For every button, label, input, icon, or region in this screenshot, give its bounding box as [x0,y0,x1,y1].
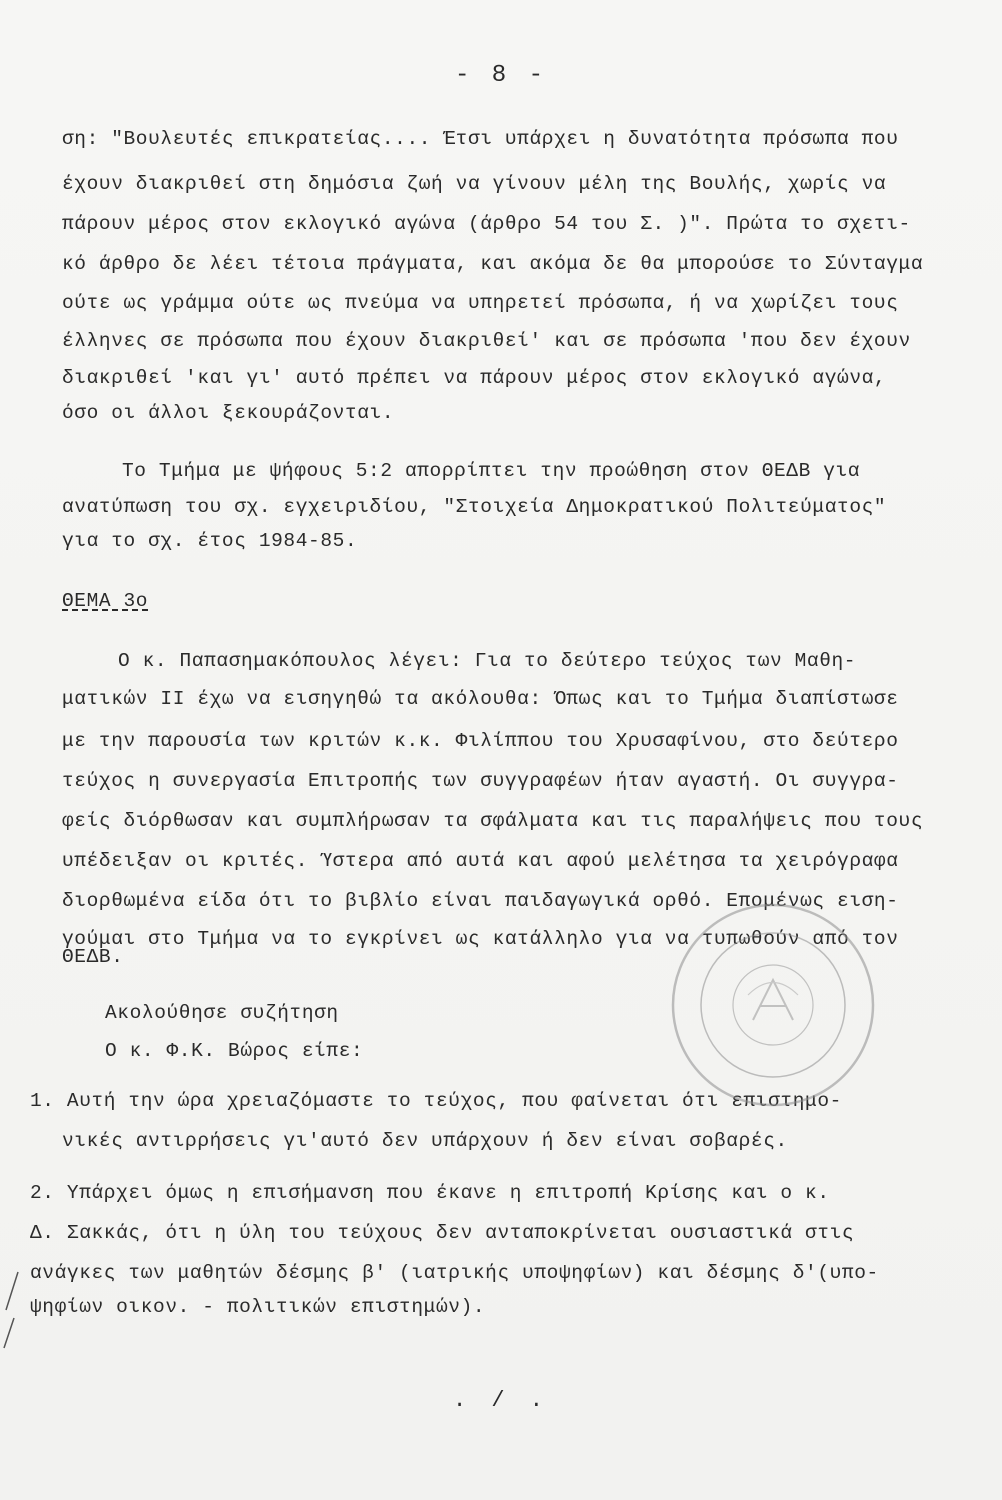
text-line: διορθωμένα είδα ότι το βιβλίο είναι παιδαγωγικά ορθό. Επομένως ειση- [62,890,899,912]
text-line: Ο κ. Παπασημακόπουλος λέγει: Για το δεύτερο τεύχος των Μαθη- [118,650,857,672]
text-line: ΘΕΔΒ. [62,946,124,968]
text-line: για το σχ. έτος 1984-85. [62,530,358,552]
official-stamp-icon [668,900,878,1110]
page-number: - 8 - [454,62,547,89]
text-line: Ο κ. Φ.Κ. Βώρος είπε: [105,1040,364,1062]
text-line: νικές αντιρρήσεις γι'αυτό δεν υπάρχουν ή δεν είναι σοβαρές. [62,1130,788,1152]
text-line: τεύχος η συνεργασία Επιτροπής των συγγραφέων ήταν αγαστή. Οι συγγρα- [62,770,899,792]
text-line: με την παρουσία των κριτών κ.κ. Φιλίππου του Χρυσαφίνου, στο δεύτερο [62,730,899,752]
text-line: Το Τμήμα με ψήφους 5:2 απορρίπτει την προώθηση στον ΘΕΔΒ για [122,460,861,482]
text-line: φείς διόρθωσαν και συμπλήρωσαν τα σφάλματα και τις παραλήψεις που τους [62,810,924,832]
text-line: ματικών ΙΙ έχω να εισηγηθώ τα ακόλουθα: Όπως και το Τμήμα διαπίστωσε [62,688,899,710]
text-line: 2. Υπάρχει όμως η επισήμανση που έκανε η επιτροπή Κρίσης και ο κ. [30,1182,830,1204]
section-heading: ΘΕΜΑ 3ο [62,590,149,612]
text-line: ψηφίων οικον. - πολιτικών επιστημών). [30,1296,486,1318]
margin-line-icon [0,1270,22,1350]
text-line: ανάγκες των μαθητών δέσμης β' (ιατρικής υποψηφίων) και δέσμης δ'(υπο- [30,1262,879,1284]
text-line: όσο οι άλλοι ξεκουράζονται. [62,402,395,424]
text-line: ανατύπωση του σχ. εγχειριδίου, "Στοιχεία Δημοκρατικού Πολιτεύματος" [62,496,887,518]
text-line: 1. Αυτή την ώρα χρειαζόμαστε το τεύχος, που φαίνεται ότι επιστημο- [30,1090,842,1112]
continuation-mark: . / . [452,1388,549,1413]
text-line: ούτε ως γράμμα ούτε ως πνεύμα να υπηρετεί πρόσωπα, ή να χωρίζει τους [62,292,899,314]
text-line: πάρουν μέρος στον εκλογικό αγώνα (άρθρο 54 του Σ. )". Πρώτα το σχετι- [62,213,911,235]
text-line: γούμαι στο Τμήμα να το εγκρίνει ως κατάλληλο για να τυπωθούν από τον [62,928,899,950]
text-line: έχουν διακριθεί στη δημόσια ζωή να γίνουν μέλη της Βουλής, χωρίς να [62,173,887,195]
text-line: Ακολούθησε συζήτηση [105,1002,339,1024]
text-line: έλληνες σε πρόσωπα που έχουν διακριθεί' και σε πρόσωπα 'που δεν έχουν [62,330,911,352]
text-line: Δ. Σακκάς, ότι η ύλη του τεύχους δεν ανταποκρίνεται ουσιαστικά στις [30,1222,855,1244]
text-line: κό άρθρο δε λέει τέτοια πράγματα, και ακόμα δε θα μπορούσε το Σύνταγμα [62,253,924,275]
text-line: υπέδειξαν οι κριτές. Ύστερα από αυτά και αφού μελέτησα τα χειρόγραφα [62,850,899,872]
text-line: ση: "Βουλευτές επικρατείας.... Έτσι υπάρχει η δυνατότητα πρόσωπα που [62,128,899,150]
text-line: διακριθεί 'και γι' αυτό πρέπει να πάρουν μέρος στον εκλογικό αγώνα, [62,367,887,389]
